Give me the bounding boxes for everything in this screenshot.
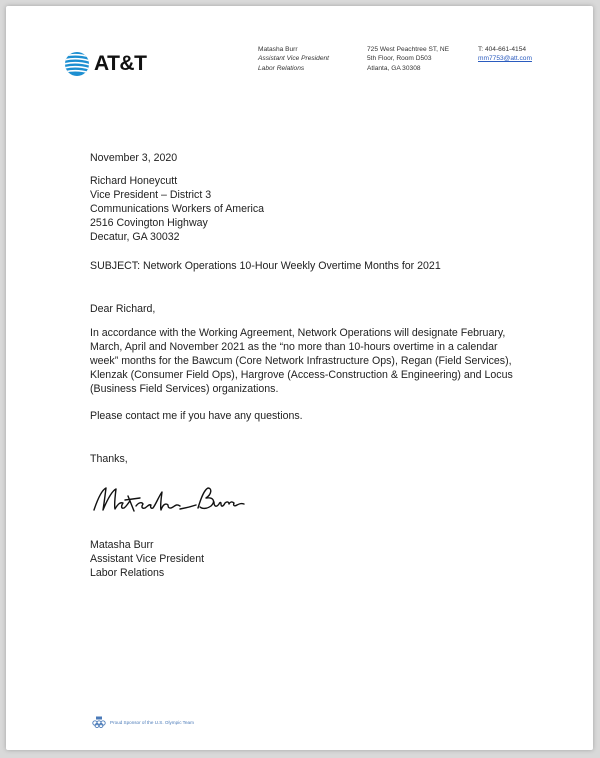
signer-dept: Labor Relations: [90, 567, 165, 579]
att-globe-icon: [64, 51, 90, 77]
address-block: [367, 45, 449, 73]
recipient-line: Decatur, GA 30032: [90, 231, 180, 243]
signer-block: [90, 538, 550, 580]
contact-block: [478, 45, 532, 64]
sender-block: [258, 45, 329, 73]
greeting: Dear Richard,: [90, 303, 156, 315]
handwritten-signature: [90, 476, 250, 521]
sender-title: Assistant Vice President: [258, 55, 329, 63]
recipient-line: Richard Honeycutt: [90, 175, 178, 187]
olympic-rings-icon: [92, 716, 106, 728]
recipient-line: 2516 Covington Highway: [90, 217, 208, 229]
sender-name: Matasha Burr: [258, 46, 298, 53]
body-line: (Business Field Services) organizations.: [90, 383, 279, 395]
body-line: Klenzak (Consumer Field Ops), Hargrove (Access-Construction & Engineering) and Locus: [90, 369, 513, 381]
body-line: March, April and November 2021 as the “no more than 10-hours overtime in a calendar: [90, 341, 498, 353]
contact-sentence: Please contact me if you have any questions.: [90, 410, 303, 422]
address-line-3: Atlanta, GA 30308: [367, 64, 421, 72]
body-line: In accordance with the Working Agreement, Network Operations will designate February,: [90, 327, 506, 339]
olympic-sponsor-footer: [92, 716, 194, 728]
signer-title: Assistant Vice President: [90, 553, 205, 565]
address-line-1: 725 West Peachtree ST, NE: [367, 46, 449, 53]
sponsor-text: Proud Sponsor of the U.S. Olympic Team: [110, 719, 194, 725]
company-name: AT&T: [94, 52, 147, 75]
phone: T: 404-661-4154: [478, 46, 527, 53]
recipient-block: [90, 174, 550, 244]
body-line: week” months for the Bawcum (Core Network Infrastructure Ops), Regan (Field Services),: [90, 355, 512, 367]
closing: Thanks,: [90, 453, 128, 465]
recipient-line: Vice President – District 3: [90, 189, 212, 201]
letter-page: [6, 6, 593, 750]
recipient-line: Communications Workers of America: [90, 203, 265, 215]
subject-line: SUBJECT: Network Operations 10-Hour Weekly Overtime Months for 2021: [90, 260, 441, 272]
att-logo: [64, 51, 146, 77]
sender-dept: Labor Relations: [258, 64, 305, 72]
body-paragraph: [90, 326, 550, 396]
letter-date: November 3, 2020: [90, 152, 178, 164]
signer-name: Matasha Burr: [90, 539, 154, 551]
address-line-2: 5th Floor, Room D503: [367, 55, 432, 63]
email-link[interactable]: mm7753@att.com: [478, 55, 532, 63]
